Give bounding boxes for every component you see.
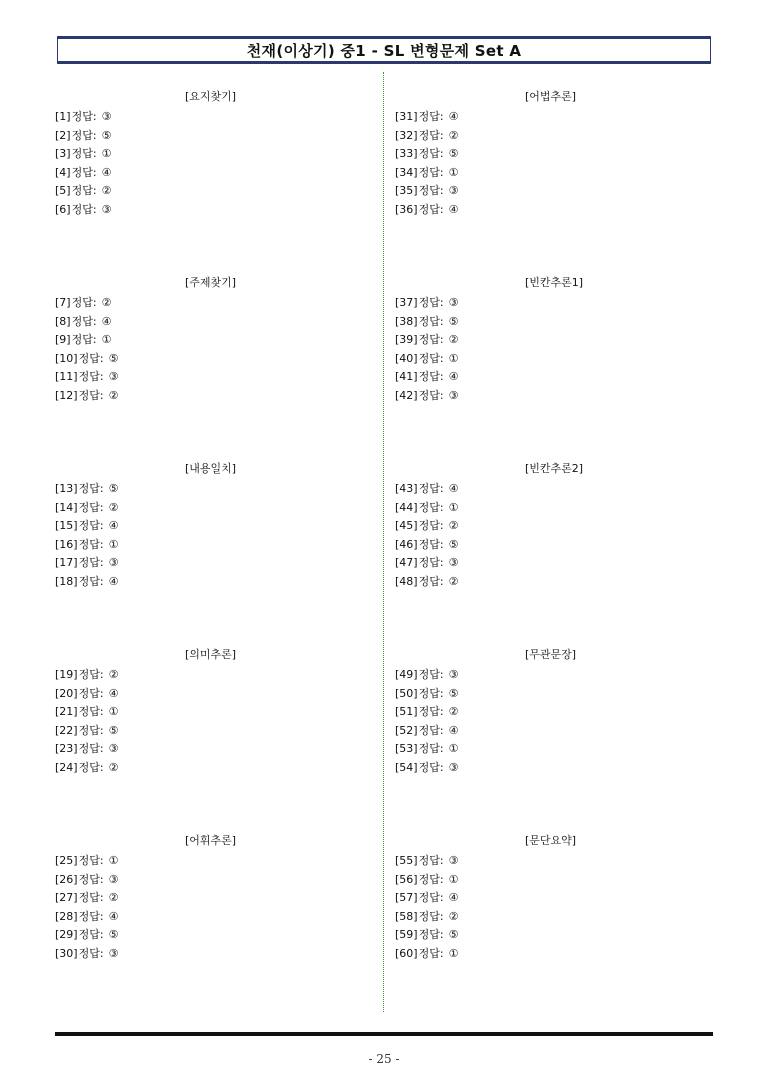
answer-row xyxy=(55,164,111,182)
answer-choice: ⑤ xyxy=(448,537,459,551)
question-number: [18] xyxy=(55,575,78,588)
answer-choice: ⑤ xyxy=(448,147,459,161)
answer-row xyxy=(55,926,118,944)
question-number: [44] xyxy=(395,500,418,514)
question-number: [37] xyxy=(395,296,418,309)
question-number: [8] xyxy=(55,314,71,328)
answer-label: 정답: xyxy=(418,872,444,886)
question-number: [60] xyxy=(395,947,418,960)
answer-row xyxy=(55,294,111,312)
answer-label: 정답: xyxy=(418,947,444,960)
answer-row xyxy=(55,759,118,777)
answer-choice: ① xyxy=(448,351,459,365)
answer-label: 정답: xyxy=(418,500,444,514)
question-number: [34] xyxy=(395,165,418,179)
answer-row xyxy=(395,703,458,721)
answer-label: 정답: xyxy=(418,184,444,198)
question-number: [22] xyxy=(55,723,78,737)
answer-row xyxy=(395,499,458,517)
question-number: [45] xyxy=(395,519,418,533)
question-number: [55] xyxy=(395,854,418,867)
question-number: [57] xyxy=(395,891,418,905)
question-number: [7] xyxy=(55,296,71,309)
answer-choice: ③ xyxy=(448,854,459,867)
question-number: [33] xyxy=(395,147,418,161)
question-number: [13] xyxy=(55,482,78,495)
answer-choice: ② xyxy=(108,891,119,905)
answer-label: 정답: xyxy=(71,128,97,142)
answer-row xyxy=(55,108,111,126)
answer-choice: ② xyxy=(448,128,459,142)
answer-label: 정답: xyxy=(78,370,104,384)
question-number: [23] xyxy=(55,742,78,756)
answer-choice: ⑤ xyxy=(101,128,112,142)
answer-choice: ⑤ xyxy=(108,723,119,737)
answer-choice: ③ xyxy=(448,668,459,681)
answer-choice: ① xyxy=(448,165,459,179)
answer-label: 정답: xyxy=(78,500,104,514)
answer-row xyxy=(55,685,118,703)
answer-row xyxy=(395,554,458,572)
answer-choice: ⑤ xyxy=(108,482,119,495)
section-title: [주제찾기] xyxy=(185,276,237,289)
answer-label: 정답: xyxy=(418,314,444,328)
question-number: [28] xyxy=(55,909,78,923)
answer-label: 정답: xyxy=(78,928,104,942)
answer-choice: ④ xyxy=(448,370,459,384)
answer-choice: ⑤ xyxy=(448,928,459,942)
answer-label: 정답: xyxy=(418,891,444,905)
answer-label: 정답: xyxy=(418,296,444,309)
question-number: [59] xyxy=(395,928,418,942)
answer-label: 정답: xyxy=(78,556,104,570)
answer-row xyxy=(55,127,111,145)
answer-row xyxy=(55,182,111,200)
answer-row xyxy=(55,945,118,963)
question-number: [49] xyxy=(395,668,418,681)
answer-choice: ① xyxy=(108,537,119,551)
question-number: [53] xyxy=(395,742,418,756)
answer-row xyxy=(55,852,118,870)
question-number: [30] xyxy=(55,947,78,960)
answer-row xyxy=(55,368,118,386)
question-number: [36] xyxy=(395,203,418,216)
answer-label: 정답: xyxy=(71,165,97,179)
header-box xyxy=(57,36,711,64)
answer-label: 정답: xyxy=(418,482,444,495)
footer-rule xyxy=(55,1032,713,1036)
question-number: [56] xyxy=(395,872,418,886)
answer-label: 정답: xyxy=(71,147,97,161)
question-number: [51] xyxy=(395,705,418,719)
answer-row xyxy=(55,145,111,163)
answer-label: 정답: xyxy=(418,203,444,216)
answer-row xyxy=(395,536,458,554)
answer-label: 정답: xyxy=(418,686,444,700)
answer-row xyxy=(395,945,458,963)
answer-label: 정답: xyxy=(71,110,97,123)
question-number: [58] xyxy=(395,909,418,923)
answer-row xyxy=(55,889,118,907)
answer-label: 정답: xyxy=(78,909,104,923)
answer-row xyxy=(55,871,118,889)
question-number: [20] xyxy=(55,686,78,700)
answer-choice: ④ xyxy=(448,203,459,216)
question-number: [14] xyxy=(55,500,78,514)
question-number: [4] xyxy=(55,165,71,179)
answer-row xyxy=(395,926,458,944)
section-title: [무관문장] xyxy=(525,648,577,661)
question-number: [43] xyxy=(395,482,418,495)
answer-label: 정답: xyxy=(418,147,444,161)
section-title: [내용일치] xyxy=(185,462,237,475)
answer-choice: ② xyxy=(448,575,459,588)
answer-row xyxy=(55,387,118,405)
question-number: [29] xyxy=(55,928,78,942)
answer-choice: ④ xyxy=(101,314,112,328)
answer-label: 정답: xyxy=(418,761,444,774)
answer-choice: ⑤ xyxy=(448,686,459,700)
answer-row xyxy=(395,201,458,219)
question-number: [35] xyxy=(395,184,418,198)
answer-choice: ③ xyxy=(448,184,459,198)
question-number: [26] xyxy=(55,872,78,886)
answer-row xyxy=(395,685,458,703)
answer-row xyxy=(395,350,458,368)
column-divider xyxy=(383,72,384,1012)
section-title: [빈칸추론2] xyxy=(525,462,584,475)
question-number: [2] xyxy=(55,128,71,142)
answer-label: 정답: xyxy=(78,947,104,960)
question-number: [42] xyxy=(395,389,418,402)
answer-choice: ① xyxy=(448,742,459,756)
answer-row xyxy=(395,313,458,331)
answer-choice: ① xyxy=(108,854,119,867)
question-number: [21] xyxy=(55,705,78,719)
question-number: [54] xyxy=(395,761,418,774)
answer-label: 정답: xyxy=(78,668,104,681)
section-title: [요지찾기] xyxy=(185,90,237,103)
answer-label: 정답: xyxy=(418,742,444,756)
answer-choice: ① xyxy=(448,872,459,886)
answer-row xyxy=(395,889,458,907)
answer-label: 정답: xyxy=(78,482,104,495)
question-number: [31] xyxy=(395,110,418,123)
answer-label: 정답: xyxy=(418,854,444,867)
answer-label: 정답: xyxy=(418,128,444,142)
answer-row xyxy=(395,517,458,535)
answer-choice: ③ xyxy=(108,556,119,570)
answer-choice: ④ xyxy=(448,110,459,123)
answer-row xyxy=(395,387,458,405)
answer-row xyxy=(55,554,118,572)
answer-choice: ⑤ xyxy=(108,928,119,942)
question-number: [16] xyxy=(55,537,78,551)
answer-row xyxy=(55,908,118,926)
answer-choice: ① xyxy=(448,500,459,514)
answer-choice: ② xyxy=(108,389,119,402)
answer-choice: ③ xyxy=(448,761,459,774)
answer-label: 정답: xyxy=(78,723,104,737)
answer-choice: ② xyxy=(101,296,112,309)
section-title: [어휘추론] xyxy=(185,834,237,847)
answer-label: 정답: xyxy=(78,742,104,756)
answer-choice: ② xyxy=(448,909,459,923)
answer-choice: ③ xyxy=(108,742,119,756)
answer-label: 정답: xyxy=(418,110,444,123)
answer-label: 정답: xyxy=(418,537,444,551)
answer-row xyxy=(395,908,458,926)
answer-label: 정답: xyxy=(71,184,97,198)
answer-label: 정답: xyxy=(78,537,104,551)
answer-row xyxy=(55,201,111,219)
question-number: [27] xyxy=(55,891,78,905)
answer-row xyxy=(55,499,118,517)
answer-row xyxy=(55,666,118,684)
answer-choice: ③ xyxy=(448,296,459,309)
question-number: [32] xyxy=(395,128,418,142)
answer-choice: ① xyxy=(101,147,112,161)
section-title: [빈칸추론1] xyxy=(525,276,584,289)
answer-choice: ④ xyxy=(448,891,459,905)
question-number: [52] xyxy=(395,723,418,737)
answer-choice: ③ xyxy=(108,872,119,886)
question-number: [5] xyxy=(55,184,71,198)
answer-row xyxy=(55,703,118,721)
answer-label: 정답: xyxy=(418,668,444,681)
answer-label: 정답: xyxy=(71,314,97,328)
answer-row xyxy=(55,517,118,535)
answer-row xyxy=(395,294,458,312)
question-number: [38] xyxy=(395,314,418,328)
answer-row xyxy=(395,164,458,182)
answer-label: 정답: xyxy=(418,333,444,347)
answer-label: 정답: xyxy=(78,519,104,533)
answer-choice: ⑤ xyxy=(448,314,459,328)
answer-label: 정답: xyxy=(418,723,444,737)
answer-label: 정답: xyxy=(418,519,444,533)
answer-row xyxy=(55,722,118,740)
answer-row xyxy=(395,108,458,126)
answer-row xyxy=(55,331,111,349)
answer-label: 정답: xyxy=(78,891,104,905)
answer-row xyxy=(55,313,111,331)
answer-choice: ③ xyxy=(101,203,112,216)
page-number: - 25 - xyxy=(368,1052,400,1066)
answer-row xyxy=(395,852,458,870)
answer-choice: ④ xyxy=(108,575,119,588)
question-number: [25] xyxy=(55,854,78,867)
answer-label: 정답: xyxy=(78,351,104,365)
answer-choice: ② xyxy=(101,184,112,198)
answer-label: 정답: xyxy=(78,761,104,774)
answer-label: 정답: xyxy=(71,203,97,216)
answer-choice: ③ xyxy=(108,947,119,960)
section-title: [의미추론] xyxy=(185,648,237,661)
answer-label: 정답: xyxy=(78,686,104,700)
question-number: [39] xyxy=(395,333,418,347)
answer-choice: ① xyxy=(101,333,112,347)
answer-label: 정답: xyxy=(71,333,97,347)
answer-label: 정답: xyxy=(71,296,97,309)
answer-label: 정답: xyxy=(78,705,104,719)
answer-label: 정답: xyxy=(78,872,104,886)
question-number: [1] xyxy=(55,110,71,123)
answer-choice: ④ xyxy=(448,723,459,737)
answer-row xyxy=(55,740,118,758)
answer-choice: ② xyxy=(448,705,459,719)
answer-choice: ③ xyxy=(448,389,459,402)
answer-choice: ② xyxy=(108,668,119,681)
question-number: [40] xyxy=(395,351,418,365)
answer-row xyxy=(395,182,458,200)
answer-label: 정답: xyxy=(418,705,444,719)
section-title: [문단요약] xyxy=(525,834,577,847)
question-number: [46] xyxy=(395,537,418,551)
answer-row xyxy=(395,368,458,386)
question-number: [19] xyxy=(55,668,78,681)
answer-choice: ② xyxy=(108,761,119,774)
question-number: [12] xyxy=(55,389,78,402)
answer-row xyxy=(395,573,458,591)
answer-choice: ④ xyxy=(101,165,112,179)
answer-row xyxy=(395,871,458,889)
answer-label: 정답: xyxy=(418,909,444,923)
answer-choice: ④ xyxy=(108,909,119,923)
question-number: [11] xyxy=(55,370,78,384)
answer-choice: ④ xyxy=(108,519,119,533)
answer-label: 정답: xyxy=(418,165,444,179)
answer-choice: ② xyxy=(108,500,119,514)
answer-choice: ⑤ xyxy=(108,351,119,365)
answer-choice: ② xyxy=(448,333,459,347)
answer-choice: ③ xyxy=(448,556,459,570)
answer-label: 정답: xyxy=(418,389,444,402)
answer-label: 정답: xyxy=(78,389,104,402)
question-number: [41] xyxy=(395,370,418,384)
answer-row xyxy=(395,145,458,163)
question-number: [47] xyxy=(395,556,418,570)
answer-choice: ④ xyxy=(108,686,119,700)
answer-choice: ④ xyxy=(448,482,459,495)
answer-label: 정답: xyxy=(78,854,104,867)
answer-label: 정답: xyxy=(418,575,444,588)
answer-choice: ① xyxy=(108,705,119,719)
answer-row xyxy=(55,350,118,368)
answer-row xyxy=(55,480,118,498)
question-number: [9] xyxy=(55,333,71,347)
question-number: [15] xyxy=(55,519,78,533)
answer-row xyxy=(395,740,458,758)
answer-row xyxy=(55,573,118,591)
answer-row xyxy=(395,666,458,684)
page-title: 천재(이상기) 중1 - SL 변형문제 Set A xyxy=(246,41,522,60)
question-number: [24] xyxy=(55,761,78,774)
question-number: [6] xyxy=(55,203,71,216)
answer-label: 정답: xyxy=(418,556,444,570)
answer-label: 정답: xyxy=(418,370,444,384)
question-number: [3] xyxy=(55,147,71,161)
answer-label: 정답: xyxy=(78,575,104,588)
question-number: [17] xyxy=(55,556,78,570)
answer-row xyxy=(395,480,458,498)
answer-row xyxy=(55,536,118,554)
answer-choice: ③ xyxy=(108,370,119,384)
question-number: [10] xyxy=(55,351,78,365)
answer-label: 정답: xyxy=(418,351,444,365)
answer-choice: ③ xyxy=(101,110,112,123)
answer-label: 정답: xyxy=(418,928,444,942)
question-number: [48] xyxy=(395,575,418,588)
question-number: [50] xyxy=(395,686,418,700)
answer-choice: ② xyxy=(448,519,459,533)
section-title: [어법추론] xyxy=(525,90,577,103)
answer-choice: ① xyxy=(448,947,459,960)
answer-row xyxy=(395,331,458,349)
answer-row xyxy=(395,722,458,740)
answer-row xyxy=(395,127,458,145)
answer-row xyxy=(395,759,458,777)
